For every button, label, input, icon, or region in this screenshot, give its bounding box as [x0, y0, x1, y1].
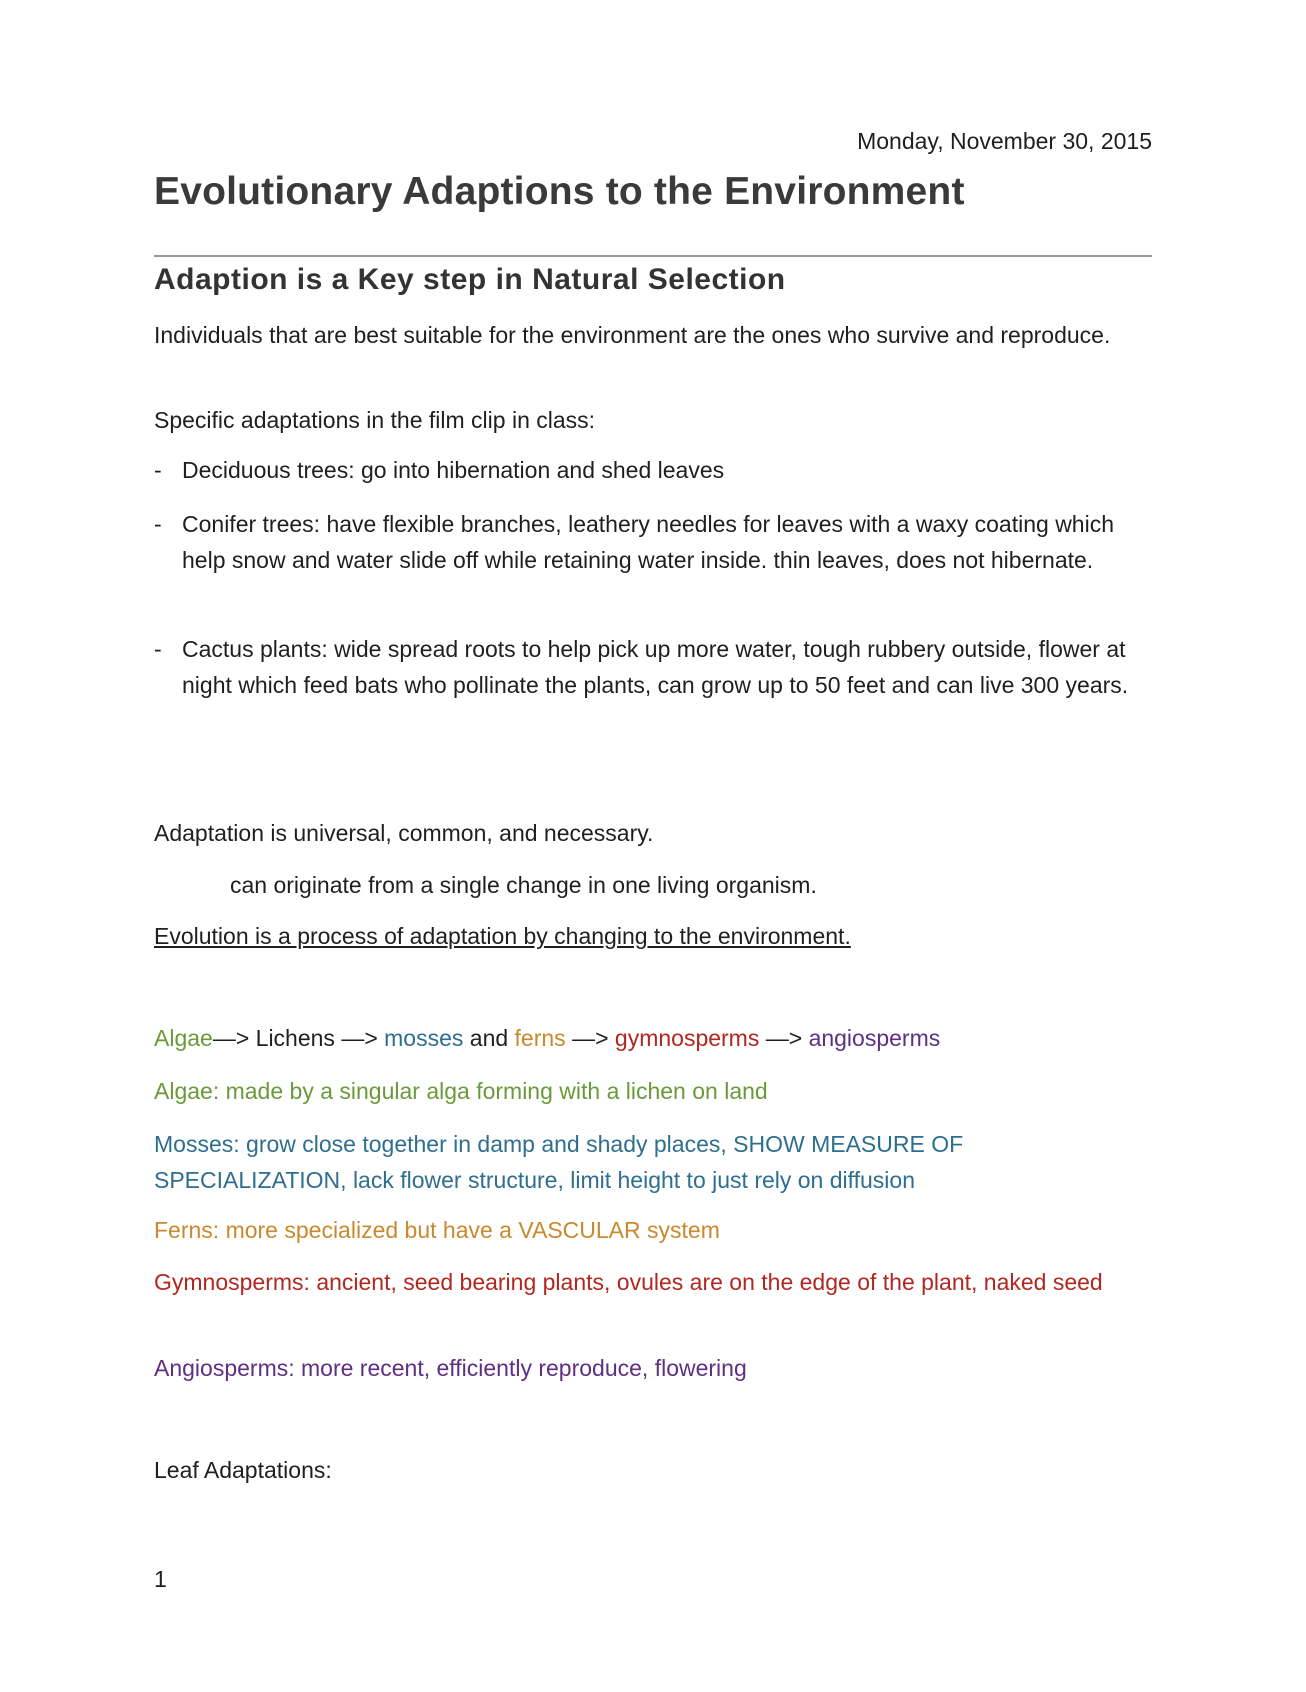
page-number: 1: [154, 1566, 167, 1592]
bullet-dash: -: [154, 511, 162, 537]
def-mosses: Mosses: grow close together in damp and shady places, SHOW MEASURE OF SPECIALIZATION, lack flower structure, limit height to just rely on diffusion: [154, 1131, 964, 1193]
seq-arrow-lichens: —> Lichens —>: [212, 1025, 385, 1051]
def-angiosperms: Angiosperms: more recent, efficiently reproduce, flowering: [154, 1355, 747, 1381]
title-divider: [154, 255, 1152, 257]
originate-line: can originate from a single change in one living organism.: [230, 872, 817, 898]
evolution-line: Evolution is a process of adaptation by changing to the environment.: [154, 923, 851, 949]
leaf-heading: Leaf Adaptations:: [154, 1457, 332, 1483]
universal-line: Adaptation is universal, common, and necessary.: [154, 820, 654, 846]
seq-algae: Algae: [154, 1025, 213, 1051]
def-ferns: Ferns: more specialized but have a VASCULAR system: [154, 1217, 720, 1243]
plant-sequence: [154, 1020, 1154, 1056]
seq-arrow: —>: [759, 1025, 809, 1051]
seq-arrow: —>: [565, 1025, 615, 1051]
seq-gymnosperms: gymnosperms: [614, 1025, 760, 1051]
page-title: Evolutionary Adaptions to the Environment: [154, 170, 965, 213]
def-algae: Algae: made by a singular alga forming with a lichen on land: [154, 1078, 768, 1104]
def-gymnosperms: Gymnosperms: ancient, seed bearing plants, ovules are on the edge of the plant, naked seed: [154, 1269, 1103, 1295]
date-line: Monday, November 30, 2015: [857, 128, 1152, 154]
seq-ferns: ferns: [514, 1025, 566, 1051]
bullet-text: Deciduous trees: go into hibernation and shed leaves: [182, 457, 725, 483]
seq-angiosperms: angiosperms: [808, 1025, 941, 1051]
bullet-text: Conifer trees: have flexible branches, leathery needles for leaves with a waxy coating which help snow and water slide off while retaining water inside. thin leaves, does not hibernate.: [182, 511, 1114, 573]
seq-and: and: [463, 1025, 515, 1051]
bullet-deciduous: [154, 452, 1154, 488]
bullet-dash: -: [154, 636, 162, 662]
bullet-text: Cactus plants: wide spread roots to help pick up more water, tough rubbery outside, flower at night which feed bats who pollinate the plants, can grow up to 50 feet and can live 300 years.: [182, 636, 1129, 698]
bullet-cactus: [154, 631, 1154, 703]
section-subtitle: Adaption is a Key step in Natural Selection: [154, 263, 786, 296]
intro-paragraph: Individuals that are best suitable for the environment are the ones who survive and reproduce.: [154, 322, 1111, 348]
seq-mosses: mosses: [384, 1025, 464, 1051]
bullet-conifer: [154, 506, 1154, 578]
specific-heading: Specific adaptations in the film clip in class:: [154, 407, 596, 433]
bullet-dash: -: [154, 457, 162, 483]
